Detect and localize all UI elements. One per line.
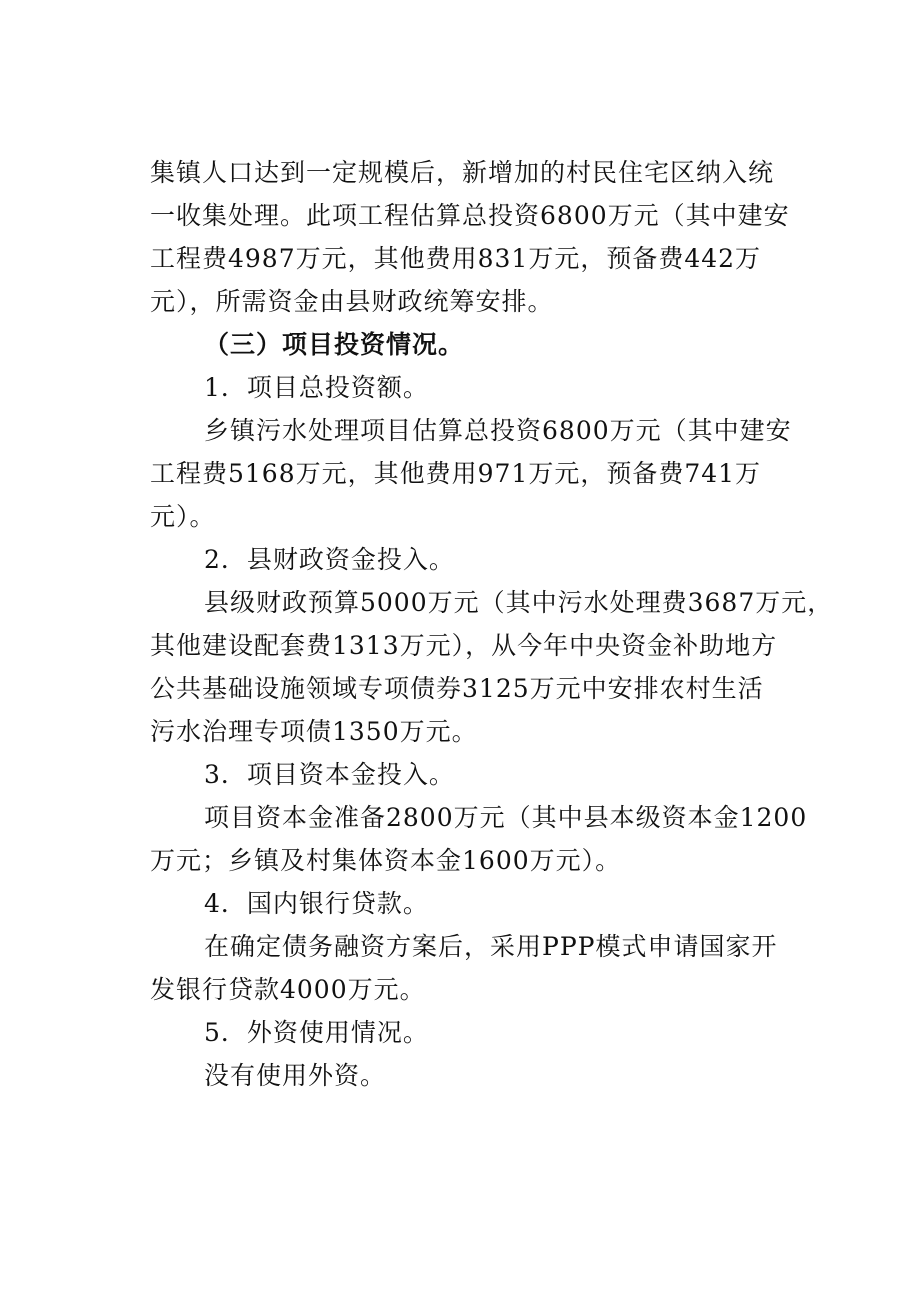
paragraph-line: 没有使用外资。 <box>204 1061 387 1090</box>
paragraph-line: 在确定债务融资方案后，采用PPP模式申请国家开 <box>204 932 778 961</box>
paragraph-line: 工程费5168万元，其他费用971万元，预备费741万 <box>150 459 762 488</box>
section-heading: （三）项目投资情况。 <box>204 330 465 359</box>
subsection-heading: 4．国内银行贷款。 <box>204 889 429 918</box>
paragraph-line: 其他建设配套费1313万元），从今年中央资金补助地方 <box>150 631 778 660</box>
paragraph-line: 乡镇污水处理项目估算总投资6800万元（其中建安 <box>204 416 792 445</box>
paragraph-line: 元），所需资金由县财政统筹安排。 <box>150 287 554 316</box>
paragraph-line: 项目资本金准备2800万元（其中县本级资本金1200 <box>204 803 808 832</box>
paragraph-line: 元）。 <box>150 502 216 531</box>
subsection-heading: 3．项目资本金投入。 <box>204 760 455 789</box>
paragraph-line: 工程费4987万元，其他费用831万元，预备费442万 <box>150 244 762 273</box>
paragraph-line: 一收集处理。此项工程估算总投资6800万元（其中建安 <box>150 201 790 230</box>
subsection-heading: 1．项目总投资额。 <box>204 373 429 402</box>
subsection-heading: 2．县财政资金投入。 <box>204 545 455 574</box>
paragraph-line: 县级财政预算5000万元（其中污水处理费3687万元， <box>204 588 834 617</box>
paragraph-line: 发银行贷款4000万元。 <box>150 975 426 1004</box>
paragraph-line: 污水治理专项债1350万元。 <box>150 717 478 746</box>
subsection-heading: 5．外资使用情况。 <box>204 1018 429 1047</box>
paragraph-line: 公共基础设施领域专项债券3125万元中安排农村生活 <box>150 674 764 703</box>
paragraph-line: 万元；乡镇及村集体资本金1600万元）。 <box>150 846 622 875</box>
paragraph-line: 集镇人口达到一定规模后，新增加的村民住宅区纳入统 <box>150 158 775 187</box>
